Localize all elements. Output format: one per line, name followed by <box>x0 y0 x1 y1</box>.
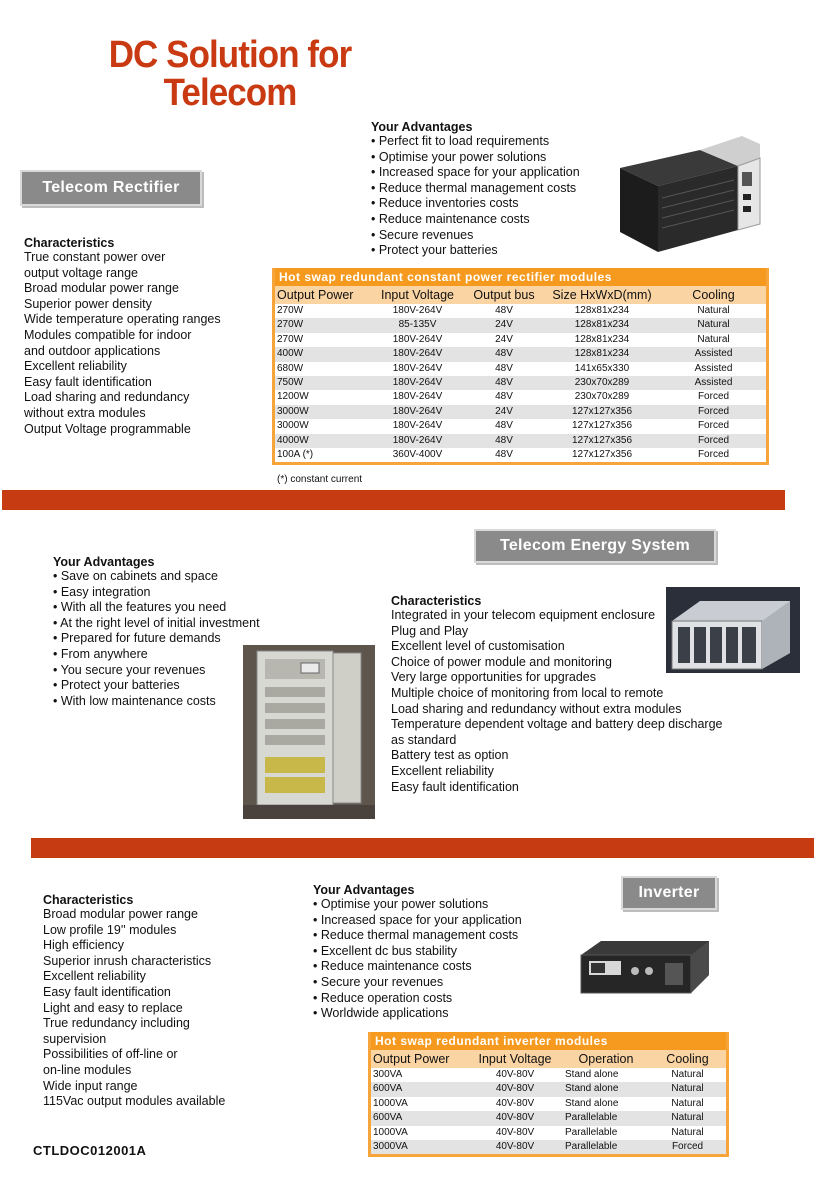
table-cell: Natural <box>697 305 730 316</box>
table-cell: 24V <box>465 405 543 419</box>
energy-advantages-list <box>53 569 260 709</box>
table-cell: 180V-264V <box>370 405 465 419</box>
energy-advantages <box>53 555 260 709</box>
inverter-characteristics-list <box>43 907 225 1110</box>
table-cell: 180V-264V <box>392 333 443 345</box>
document-code: CTLDOC012001A <box>33 1143 147 1158</box>
table-cell: 48V <box>495 305 513 316</box>
list-item: Battery test as option <box>391 748 509 763</box>
table-cell: 85-135V <box>370 318 465 332</box>
table-cell: Assisted <box>661 347 766 361</box>
table-row <box>275 347 766 361</box>
table-cell: 270W <box>277 333 304 345</box>
table-cell: Forced <box>697 420 730 432</box>
table-cell: 128x81x234 <box>543 347 661 361</box>
list-item: • Protect your batteries <box>371 243 498 258</box>
table-cell: 127x127x356 <box>543 434 661 448</box>
table-cell: 4000W <box>275 434 370 448</box>
table-cell: 600VA <box>371 1111 467 1125</box>
list-item: Broad modular power range <box>24 281 179 296</box>
table-cell: 40V-80V <box>495 1097 535 1109</box>
table-cell: 270W <box>275 318 370 332</box>
list-item: True constant power over <box>24 250 166 264</box>
table-cell: 180V-264V <box>392 391 443 403</box>
column-header: Output Power <box>277 288 354 302</box>
energy-characteristics-heading: Characteristics <box>391 594 482 608</box>
energy-cabinet-image <box>243 645 375 819</box>
inverter-advantages <box>313 883 522 1022</box>
list-item: and outdoor applications <box>24 343 161 358</box>
list-item: • Secure revenues <box>371 227 474 242</box>
table-row <box>371 1140 726 1154</box>
table-row <box>275 448 766 462</box>
list-item: • With low maintenance costs <box>53 693 216 708</box>
table-cell: Stand alone <box>565 1069 619 1080</box>
list-item: Output Voltage programmable <box>24 421 191 436</box>
table-row <box>275 376 766 390</box>
column-header: Cooling <box>692 288 735 302</box>
table-cell: 48V <box>465 376 543 390</box>
list-item: • Worldwide applications <box>313 1006 449 1021</box>
list-item: Modules compatible for indoor <box>24 327 192 342</box>
rectifier-characteristics-heading: Characteristics <box>24 236 115 250</box>
table-cell: Parallelable <box>565 1126 618 1138</box>
list-item: Load sharing and redundancy without extra modules <box>391 701 682 716</box>
energy-rack-image <box>666 587 800 673</box>
table-cell: Stand alone <box>563 1082 649 1096</box>
list-item: • Perfect fit to load requirements <box>371 134 550 148</box>
column-header: Size HxWxD(mm) <box>552 288 652 302</box>
table-cell: 100A (*) <box>277 449 314 461</box>
table-cell: 180V-264V <box>370 376 465 390</box>
table-cell: 180V-264V <box>392 362 443 374</box>
list-item: Excellent reliability <box>24 359 127 374</box>
column-header: Output Power <box>373 1052 450 1066</box>
list-item: • Reduce maintenance costs <box>371 211 530 226</box>
table-cell: 40V-80V <box>467 1082 563 1096</box>
rectifier-section-label <box>20 170 202 206</box>
table-cell: 230x70x289 <box>543 376 661 390</box>
list-item: • Secure your revenues <box>313 974 444 989</box>
inverter-section-label <box>621 876 717 910</box>
table-cell: 600VA <box>371 1082 467 1096</box>
list-item: High efficiency <box>43 938 125 953</box>
table-cell: 48V <box>465 347 543 361</box>
table-row <box>371 1126 726 1140</box>
list-item: • Reduce operation costs <box>313 990 453 1005</box>
list-item: Temperature dependent voltage and battery deep discharge <box>391 717 723 732</box>
table-cell: 24V <box>465 318 543 332</box>
table-row <box>371 1097 726 1111</box>
table-cell: Forced <box>649 1140 726 1154</box>
rectifier-table <box>272 268 769 465</box>
rectifier-module-image <box>610 128 770 256</box>
column-header: Input Voltage <box>381 288 454 302</box>
table-cell: 180V-264V <box>392 420 443 432</box>
inverter-characteristics-heading: Characteristics <box>43 893 134 907</box>
inverter-table-header-row <box>371 1050 726 1068</box>
table-cell: 180V-264V <box>392 305 443 316</box>
table-cell: 48V <box>495 420 513 432</box>
list-item: Excellent reliability <box>391 763 494 778</box>
rectifier-table-header-row <box>275 286 766 304</box>
list-item: • Increased space for your application <box>313 912 522 927</box>
column-header: Cooling <box>666 1052 709 1066</box>
list-item: Superior inrush characteristics <box>43 953 212 968</box>
column-header: Input Voltage <box>478 1052 552 1066</box>
list-item: Wide input range <box>43 1078 138 1093</box>
list-item: • Protect your batteries <box>53 678 180 693</box>
list-item: • Easy integration <box>53 584 151 599</box>
table-cell: 680W <box>277 362 304 374</box>
energy-section-label <box>474 529 716 563</box>
list-item: • Reduce thermal management costs <box>313 928 519 943</box>
table-cell: Assisted <box>694 362 733 374</box>
table-cell: Forced <box>697 449 730 461</box>
rectifier-advantages <box>371 120 580 259</box>
table-cell: 40V-80V <box>467 1140 563 1154</box>
table-cell: 127x127x356 <box>571 420 633 432</box>
table-row <box>275 434 766 448</box>
list-item: • Optimise your power solutions <box>371 149 547 164</box>
table-cell: Parallelable <box>563 1140 649 1154</box>
rectifier-label-text: Telecom Rectifier <box>42 179 180 196</box>
table-cell: 48V <box>495 449 513 461</box>
table-cell: 40V-80V <box>495 1069 535 1080</box>
list-item: Light and easy to replace <box>43 1000 183 1015</box>
list-item: • With all the features you need <box>53 600 227 615</box>
rectifier-spec-table <box>275 286 766 462</box>
table-row <box>275 362 766 376</box>
list-item: • Increased space for your application <box>371 165 580 180</box>
inverter-spec-table <box>371 1050 726 1154</box>
title-line-2: Telecom <box>163 72 297 114</box>
table-row <box>371 1111 726 1125</box>
table-cell: Forced <box>661 434 766 448</box>
list-item: Possibilities of off-line or <box>43 1047 178 1062</box>
table-cell: 1000VA <box>373 1126 408 1138</box>
list-item: • At the right level of initial investment <box>53 615 260 630</box>
table-cell: 3000W <box>277 420 309 432</box>
list-item: Easy fault identification <box>43 984 171 999</box>
list-item: Low profile 19'' modules <box>43 922 177 937</box>
inverter-advantages-heading: Your Advantages <box>313 883 415 897</box>
table-cell: Natural <box>661 318 766 332</box>
table-cell: 230x70x289 <box>574 391 630 403</box>
table-cell: 1000VA <box>373 1097 408 1109</box>
inverter-table-title: Hot swap redundant inverter modules <box>371 1032 726 1050</box>
table-cell: Parallelable <box>563 1111 649 1125</box>
table-row <box>275 318 766 332</box>
rectifier-characteristics-list <box>24 250 221 437</box>
table-cell: 128x81x234 <box>543 318 661 332</box>
table-cell: 3000VA <box>371 1140 467 1154</box>
table-row <box>371 1068 726 1082</box>
table-cell: Natural <box>671 1069 704 1080</box>
list-item: Load sharing and redundancy <box>24 390 190 405</box>
table-cell: Natural <box>671 1097 704 1109</box>
table-cell: Stand alone <box>565 1097 619 1109</box>
inverter-label-text: Inverter <box>638 884 700 901</box>
list-item: Choice of power module and monitoring <box>391 654 612 669</box>
table-cell: 48V <box>495 391 513 403</box>
rectifier-advantages-heading: Your Advantages <box>371 120 473 134</box>
energy-label-text: Telecom Energy System <box>499 537 691 554</box>
list-item: Plug and Play <box>391 623 469 638</box>
list-item: output voltage range <box>24 265 138 280</box>
title-line-1: DC Solution for <box>108 34 352 76</box>
rectifier-table-footnote: (*) constant current <box>277 474 363 485</box>
table-cell: Forced <box>697 391 730 403</box>
table-cell: 300VA <box>373 1069 403 1080</box>
list-item: Very large opportunities for upgrades <box>391 670 596 685</box>
list-item: Excellent reliability <box>43 969 146 984</box>
list-item: Integrated in your telecom equipment enclosure <box>391 608 656 622</box>
rectifier-advantages-list <box>371 134 580 259</box>
table-row <box>371 1082 726 1096</box>
inverter-table <box>368 1032 729 1157</box>
table-cell: 180V-264V <box>370 347 465 361</box>
rectifier-characteristics <box>24 236 221 437</box>
list-item: Easy fault identification <box>24 374 152 389</box>
table-cell: 180V-264V <box>370 434 465 448</box>
table-cell: Natural <box>649 1111 726 1125</box>
table-cell: 48V <box>465 434 543 448</box>
table-cell: 750W <box>275 376 370 390</box>
table-row <box>275 390 766 404</box>
table-cell: 40V-80V <box>467 1111 563 1125</box>
list-item: 115Vac output modules available <box>43 1094 226 1109</box>
table-cell: 127x127x356 <box>543 405 661 419</box>
section-divider <box>2 490 785 510</box>
page-title <box>74 36 387 112</box>
list-item: • From anywhere <box>53 646 148 661</box>
table-cell: 1200W <box>277 391 309 403</box>
table-cell: 127x127x356 <box>571 449 633 461</box>
table-row <box>275 419 766 433</box>
table-row <box>275 333 766 347</box>
table-cell: Natural <box>671 1126 704 1138</box>
list-item: • Reduce inventories costs <box>371 196 519 211</box>
table-row <box>275 304 766 318</box>
energy-advantages-heading: Your Advantages <box>53 555 155 569</box>
table-cell: Natural <box>697 333 730 345</box>
list-item: on-line modules <box>43 1062 132 1077</box>
list-item: as standard <box>391 732 457 747</box>
list-item: • Optimise your power solutions <box>313 897 489 911</box>
inverter-advantages-list <box>313 897 522 1022</box>
table-cell: 3000W <box>275 405 370 419</box>
table-cell: Natural <box>649 1082 726 1096</box>
list-item: • Reduce thermal management costs <box>371 180 577 195</box>
list-item: Broad modular power range <box>43 907 198 921</box>
list-item: Excellent level of customisation <box>391 639 565 654</box>
table-cell: 128x81x234 <box>574 305 630 316</box>
inverter-module-image <box>575 935 715 997</box>
table-cell: Assisted <box>661 376 766 390</box>
list-item: Easy fault identification <box>391 779 519 794</box>
inverter-characteristics <box>43 893 225 1110</box>
list-item: supervision <box>43 1031 107 1046</box>
table-cell: 141x65x330 <box>574 362 630 374</box>
column-header: Output bus <box>473 288 535 302</box>
list-item: True redundancy including <box>43 1016 190 1031</box>
table-cell: 48V <box>495 362 513 374</box>
list-item: • Reduce maintenance costs <box>313 959 472 974</box>
table-cell: Forced <box>661 405 766 419</box>
column-header: Operation <box>578 1052 634 1066</box>
table-cell: 24V <box>495 333 513 345</box>
list-item: Superior power density <box>24 296 152 311</box>
rectifier-table-title: Hot swap redundant constant power rectifier modules <box>275 268 766 286</box>
table-cell: 40V-80V <box>495 1126 535 1138</box>
list-item: • Excellent dc bus stability <box>313 943 458 958</box>
table-cell: 400W <box>275 347 370 361</box>
table-row <box>275 405 766 419</box>
list-item: without extra modules <box>24 405 146 420</box>
table-cell: 128x81x234 <box>574 333 630 345</box>
list-item: • Save on cabinets and space <box>53 569 218 583</box>
section-divider-2 <box>31 838 814 858</box>
list-item: • Prepared for future demands <box>53 631 221 646</box>
table-cell: 360V-400V <box>392 449 443 461</box>
table-cell: 270W <box>277 305 304 316</box>
list-item: Multiple choice of monitoring from local to remote <box>391 685 664 700</box>
list-item: Wide temperature operating ranges <box>24 312 221 327</box>
list-item: • You secure your revenues <box>53 662 206 677</box>
